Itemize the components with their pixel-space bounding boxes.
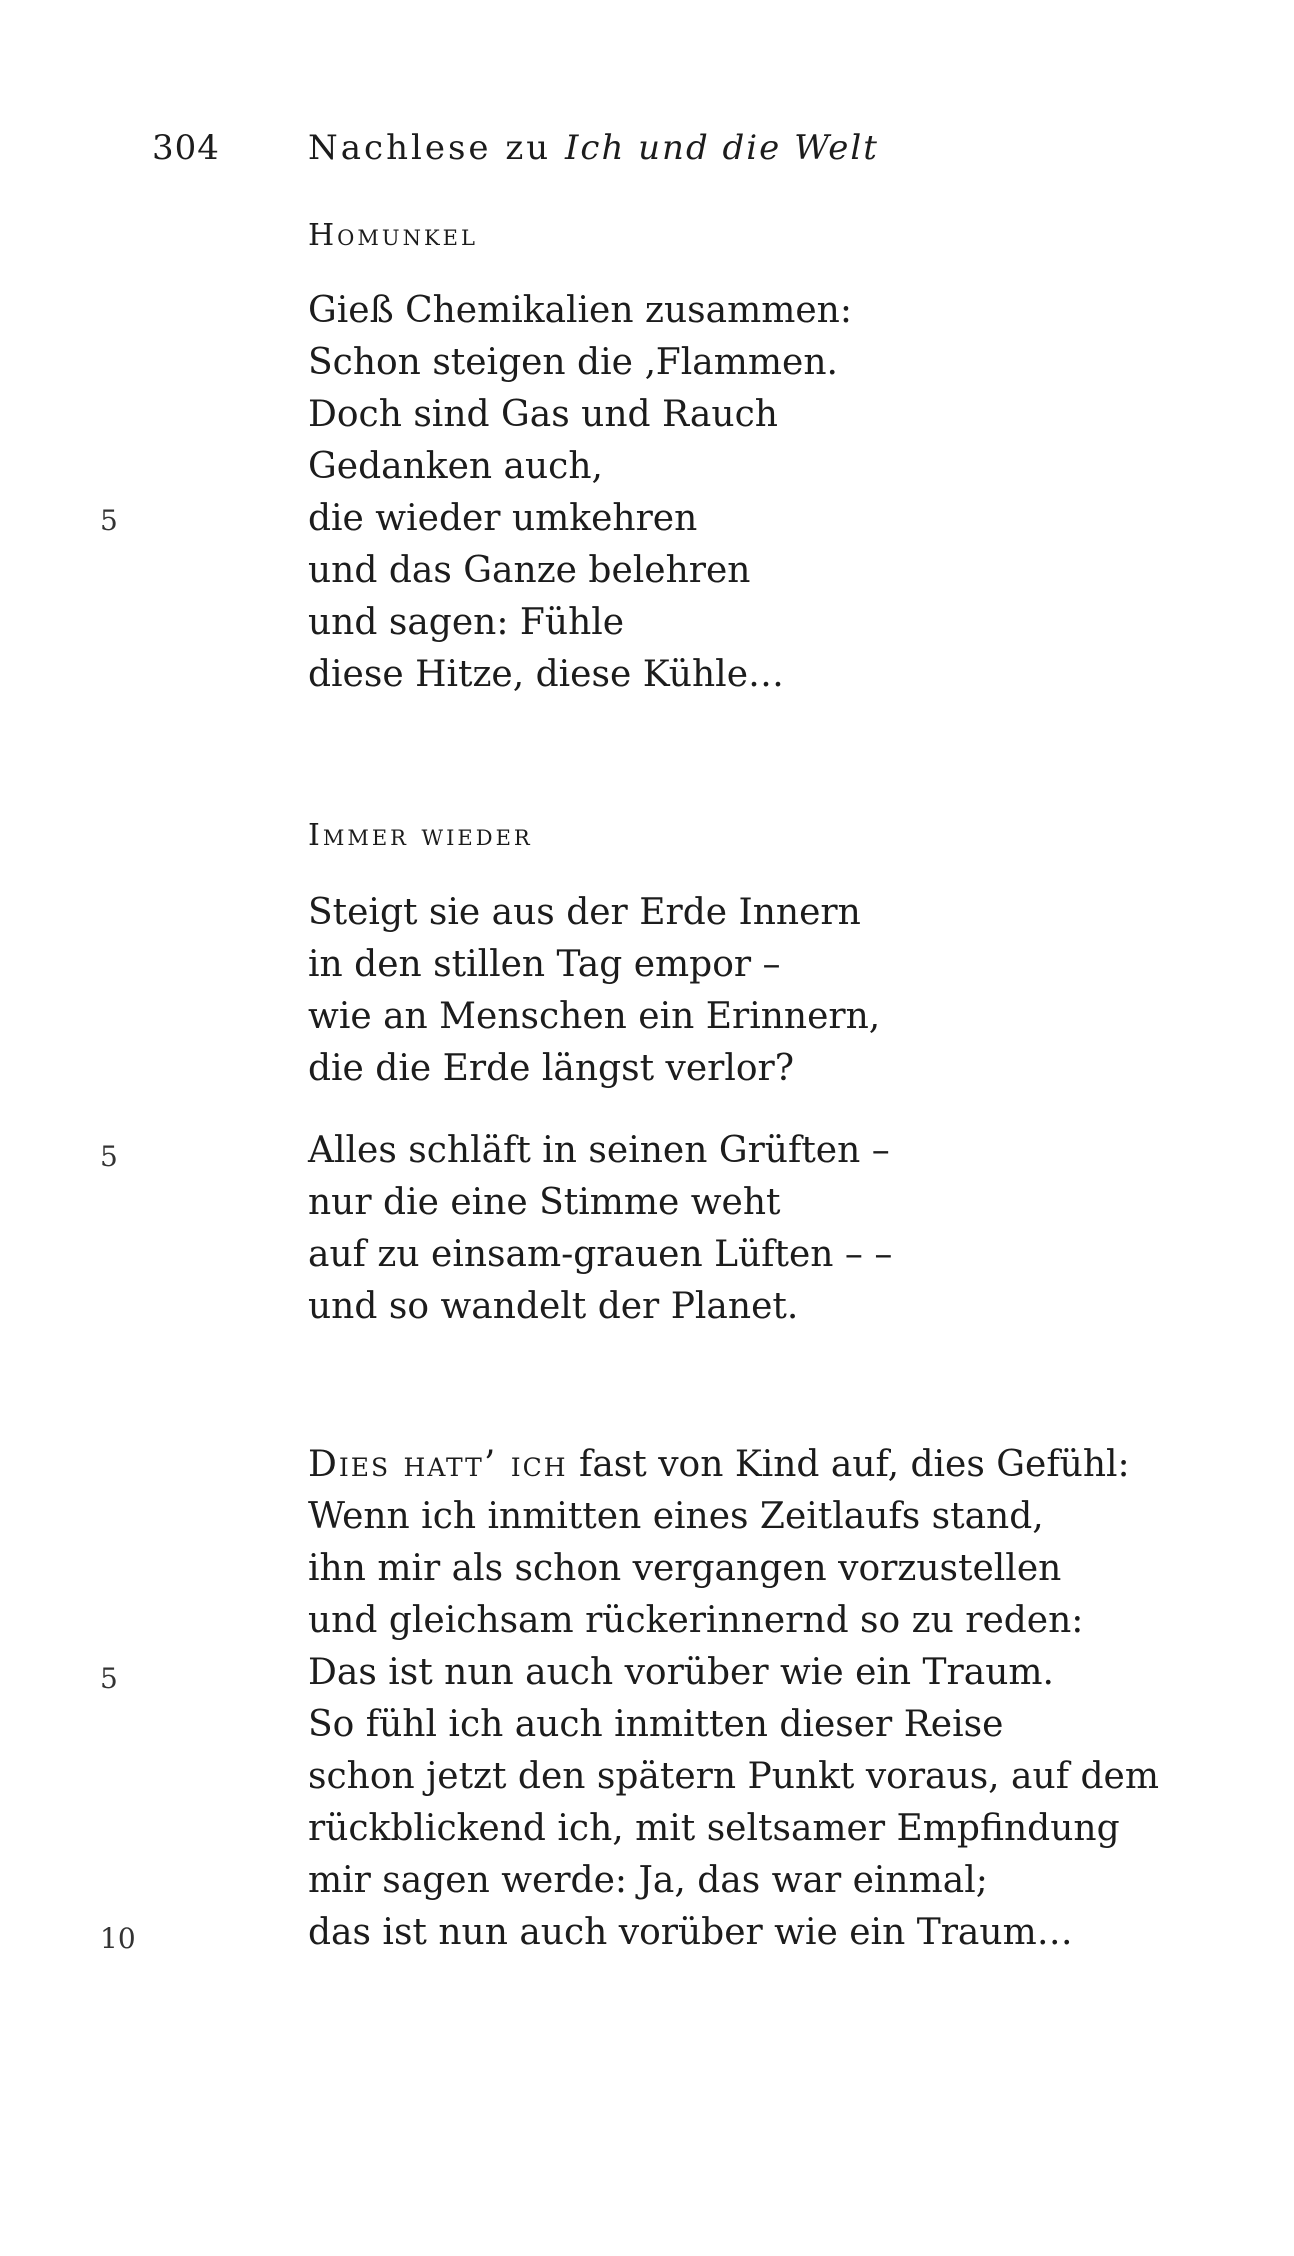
running-head-italic-title: Ich und die Welt	[564, 128, 879, 168]
page-number: 304	[152, 128, 220, 168]
poem-line: die die Erde längst verlor?	[308, 1048, 795, 1089]
running-head-prefix: Nachlese zu	[308, 128, 552, 168]
line-number: 5	[100, 1662, 118, 1695]
poem-line: Gieß Chemikalien zusammen:	[308, 290, 852, 331]
poem-line: Das ist nun auch vorüber wie ein Traum.	[308, 1652, 1054, 1693]
line-number: 10	[100, 1922, 136, 1955]
poem-line: Schon steigen die ‚Flammen.	[308, 342, 838, 383]
poem-title-immer-wieder: Immer wieder	[308, 818, 533, 853]
poem-line: Doch sind Gas und Rauch	[308, 394, 778, 435]
poem-line: wie an Menschen ein Erinnern,	[308, 996, 881, 1037]
poem-line: Steigt sie aus der Erde Innern	[308, 892, 861, 933]
poem-line	[308, 1444, 1130, 1485]
poem-incipit: Dies hatt’ ich	[308, 1444, 568, 1485]
line-number: 5	[100, 504, 118, 537]
poem-line: diese Hitze, diese Kühle…	[308, 654, 784, 695]
poem-line: und sagen: Fühle	[308, 602, 625, 643]
poem-line: mir sagen werde: Ja, das war einmal;	[308, 1860, 988, 1901]
poem-line-rest: fast von Kind auf, dies Gefühl:	[579, 1444, 1130, 1485]
poem-line: rückblickend ich, mit seltsamer Empfindung	[308, 1808, 1120, 1849]
poem-line: Wenn ich inmitten eines Zeitlaufs stand,	[308, 1496, 1044, 1537]
poem-title-homunkel: Homunkel	[308, 218, 478, 253]
poem-line: ihn mir als schon vergangen vorzustellen	[308, 1548, 1062, 1589]
poem-line: Alles schläft in seinen Grüften –	[308, 1130, 890, 1171]
poem-line: die wieder umkehren	[308, 498, 698, 539]
line-number: 5	[100, 1140, 118, 1173]
poem-line: nur die eine Stimme weht	[308, 1182, 781, 1223]
running-head	[308, 128, 879, 168]
poem-line: in den stillen Tag empor –	[308, 944, 781, 985]
poem-line: Gedanken auch,	[308, 446, 603, 487]
poem-line: und das Ganze belehren	[308, 550, 751, 591]
poem-line: das ist nun auch vorüber wie ein Traum…	[308, 1912, 1073, 1953]
poem-line: schon jetzt den spätern Punkt voraus, auf dem	[308, 1756, 1159, 1797]
poem-line: So fühl ich auch inmitten dieser Reise	[308, 1704, 1004, 1745]
poem-line: und gleichsam rückerinnernd so zu reden:	[308, 1600, 1084, 1641]
poem-line: auf zu einsam-grauen Lüften – –	[308, 1234, 893, 1275]
poem-line: und so wandelt der Planet.	[308, 1286, 799, 1327]
